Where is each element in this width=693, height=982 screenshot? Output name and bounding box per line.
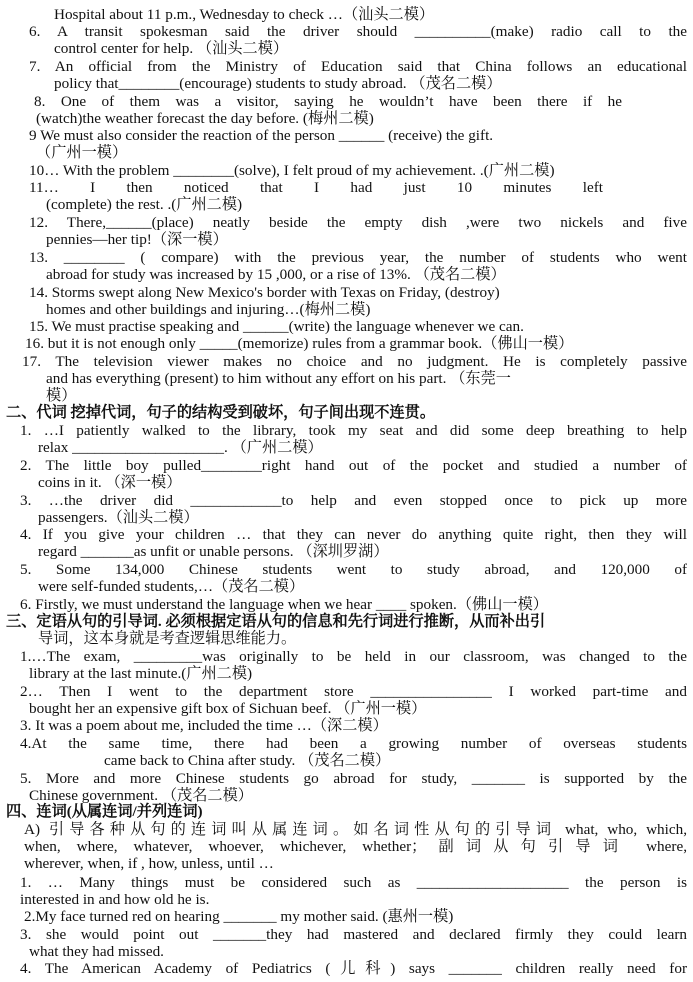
pronoun-question-3: 3. …the driver did ____________to help and even stopped once to pick up more <box>20 492 687 509</box>
section-heading-pronouns: 二、代词 挖掉代词，句子的结构受到破坏，句子间出现不连贯。 <box>6 404 436 421</box>
text-line: wherever, when, if , how, unless, until … <box>24 855 274 872</box>
question-8: 8. One of them was a visitor, saying he wouldn’t have been there if he <box>34 93 622 110</box>
text-line: 模） <box>46 387 77 404</box>
pronoun-question-1: 1. …I patiently walked to the library, took my seat and did some deep breathing to help <box>20 422 687 439</box>
text-line: （广州一模） <box>36 144 128 161</box>
relative-question-2: 2… Then I went to the department store ________________ I worked part-time and <box>20 683 687 700</box>
subsection-a: A) 引导各种从句的连词叫从属连词。如名词性从句的引导词 what, who, which, <box>24 821 687 838</box>
question-10: 10… With the problem ________(solve), I felt proud of my achievement. .(广州二模) <box>29 162 555 179</box>
question-17: 17. The television viewer makes no choice and no judgment. He is completely passive <box>22 353 687 370</box>
relative-question-1: 1.…The exam, _________was originally to be held in our classroom, was changed to the <box>20 648 687 665</box>
question-6: 6. A transit spokesman said the driver should __________(make) radio call to the <box>29 23 687 40</box>
text-line: library at the last minute.(广州二模) <box>29 665 253 682</box>
text-line: passengers.（汕头二模） <box>38 509 199 526</box>
section-heading-conjunctions: 四、连词(从属连词/并列连词) <box>6 803 203 820</box>
question-11: 11… I then noticed that I had just 10 minutes left <box>29 179 603 196</box>
conjunction-question-4: 4. The American Academy of Pediatrics (儿科) says _______ children really need for <box>20 960 687 977</box>
conjunction-question-2: 2.My face turned red on hearing _______ my mother said. (惠州一模) <box>24 908 454 925</box>
text-line: policy that________(encourage) students to study abroad. （茂名二模） <box>54 75 502 92</box>
conjunction-question-3: 3. she would point out _______they had mastered and declared firmly they could learn <box>20 926 687 943</box>
relative-question-3: 3. It was a poem about me, included the time …（深二模） <box>20 717 388 734</box>
text-line: (complete) the rest. .(广州二模) <box>46 196 243 213</box>
pronoun-question-6: 6. Firstly, we must understand the language when we hear ____ spoken.（佛山一模） <box>20 596 548 613</box>
text-line: and has everything (present) to him without any effort on his part. （东莞一 <box>46 370 511 387</box>
question-12: 12. There,______(place) neatly beside the empty dish ,were two nickels and five <box>29 214 687 231</box>
text-line: coins in it. （深一模） <box>38 474 182 491</box>
text-line: (watch)the weather forecast the day before. (梅州二模) <box>36 110 374 127</box>
relative-question-4: 4.At the same time, there had been a growing number of overseas students <box>20 735 687 752</box>
text-line: control center for help. （汕头二模） <box>54 40 289 57</box>
text-line: bought her an expensive gift box of Sichuan beef. （广州一模） <box>29 700 427 717</box>
pronoun-question-2: 2. The little boy pulled________right hand out of the pocket and studied a number of <box>20 457 687 474</box>
question-16: 16. but it is not enough only _____(memorize) rules from a grammar book.（佛山一模） <box>25 335 574 352</box>
text-line: were self-funded students,…（茂名二模） <box>38 578 305 595</box>
text-line: pennies—her tip!（深一模） <box>46 231 228 248</box>
pronoun-question-5: 5. Some 134,000 Chinese students went to study abroad, and 120,000 of <box>20 561 687 578</box>
text-line: relax ____________________. （广州二模） <box>38 439 323 456</box>
text-line: abroad for study was increased by 15 ,000, or a rise of 13%. （茂名二模） <box>46 266 506 283</box>
text-line: when, where, whatever, whoever, whichever, whether；副词从句引导词 where, <box>24 838 687 855</box>
question-15: 15. We must practise speaking and ______(write) the language whenever we can. <box>29 318 524 335</box>
text-line: what they had missed. <box>29 943 164 960</box>
question-14: 14. Storms swept along New Mexico's border with Texas on Friday, (destroy) <box>29 284 500 301</box>
text-line: regard _______as unfit or unable persons. （深圳罗湖） <box>38 543 389 560</box>
relative-question-5: 5. More and more Chinese students go abroad for study, _______ is supported by the <box>20 770 687 787</box>
text-line: homes and other buildings and injuring…(梅州二模) <box>46 301 371 318</box>
question-7: 7. An official from the Ministry of Education said that China follows an educational <box>29 58 687 75</box>
text-line: Hospital about 11 p.m., Wednesday to check …（汕头二模） <box>54 6 435 23</box>
question-13: 13. ________ ( compare) with the previous year, the number of students who went <box>29 249 687 266</box>
text-line: interested in and how old he is. <box>20 891 210 908</box>
text-line: Chinese government. （茂名二模） <box>29 787 253 804</box>
pronoun-question-4: 4. If you give your children … that they can never do anything quite right, then they will <box>20 526 687 543</box>
text-line: 导词，这本身就是考查逻辑思维能力。 <box>38 630 297 647</box>
conjunction-question-1: 1. … Many things must be considered such as ____________________ the person is <box>20 874 687 891</box>
section-heading-relative: 三、定语从句的引导词. 必须根据定语从句的信息和先行词进行推断，从而补出引 <box>6 613 546 630</box>
text-line: came back to China after study. （茂名二模） <box>104 752 391 769</box>
question-9: 9 We must also consider the reaction of the person ______ (receive) the gift. <box>29 127 494 144</box>
